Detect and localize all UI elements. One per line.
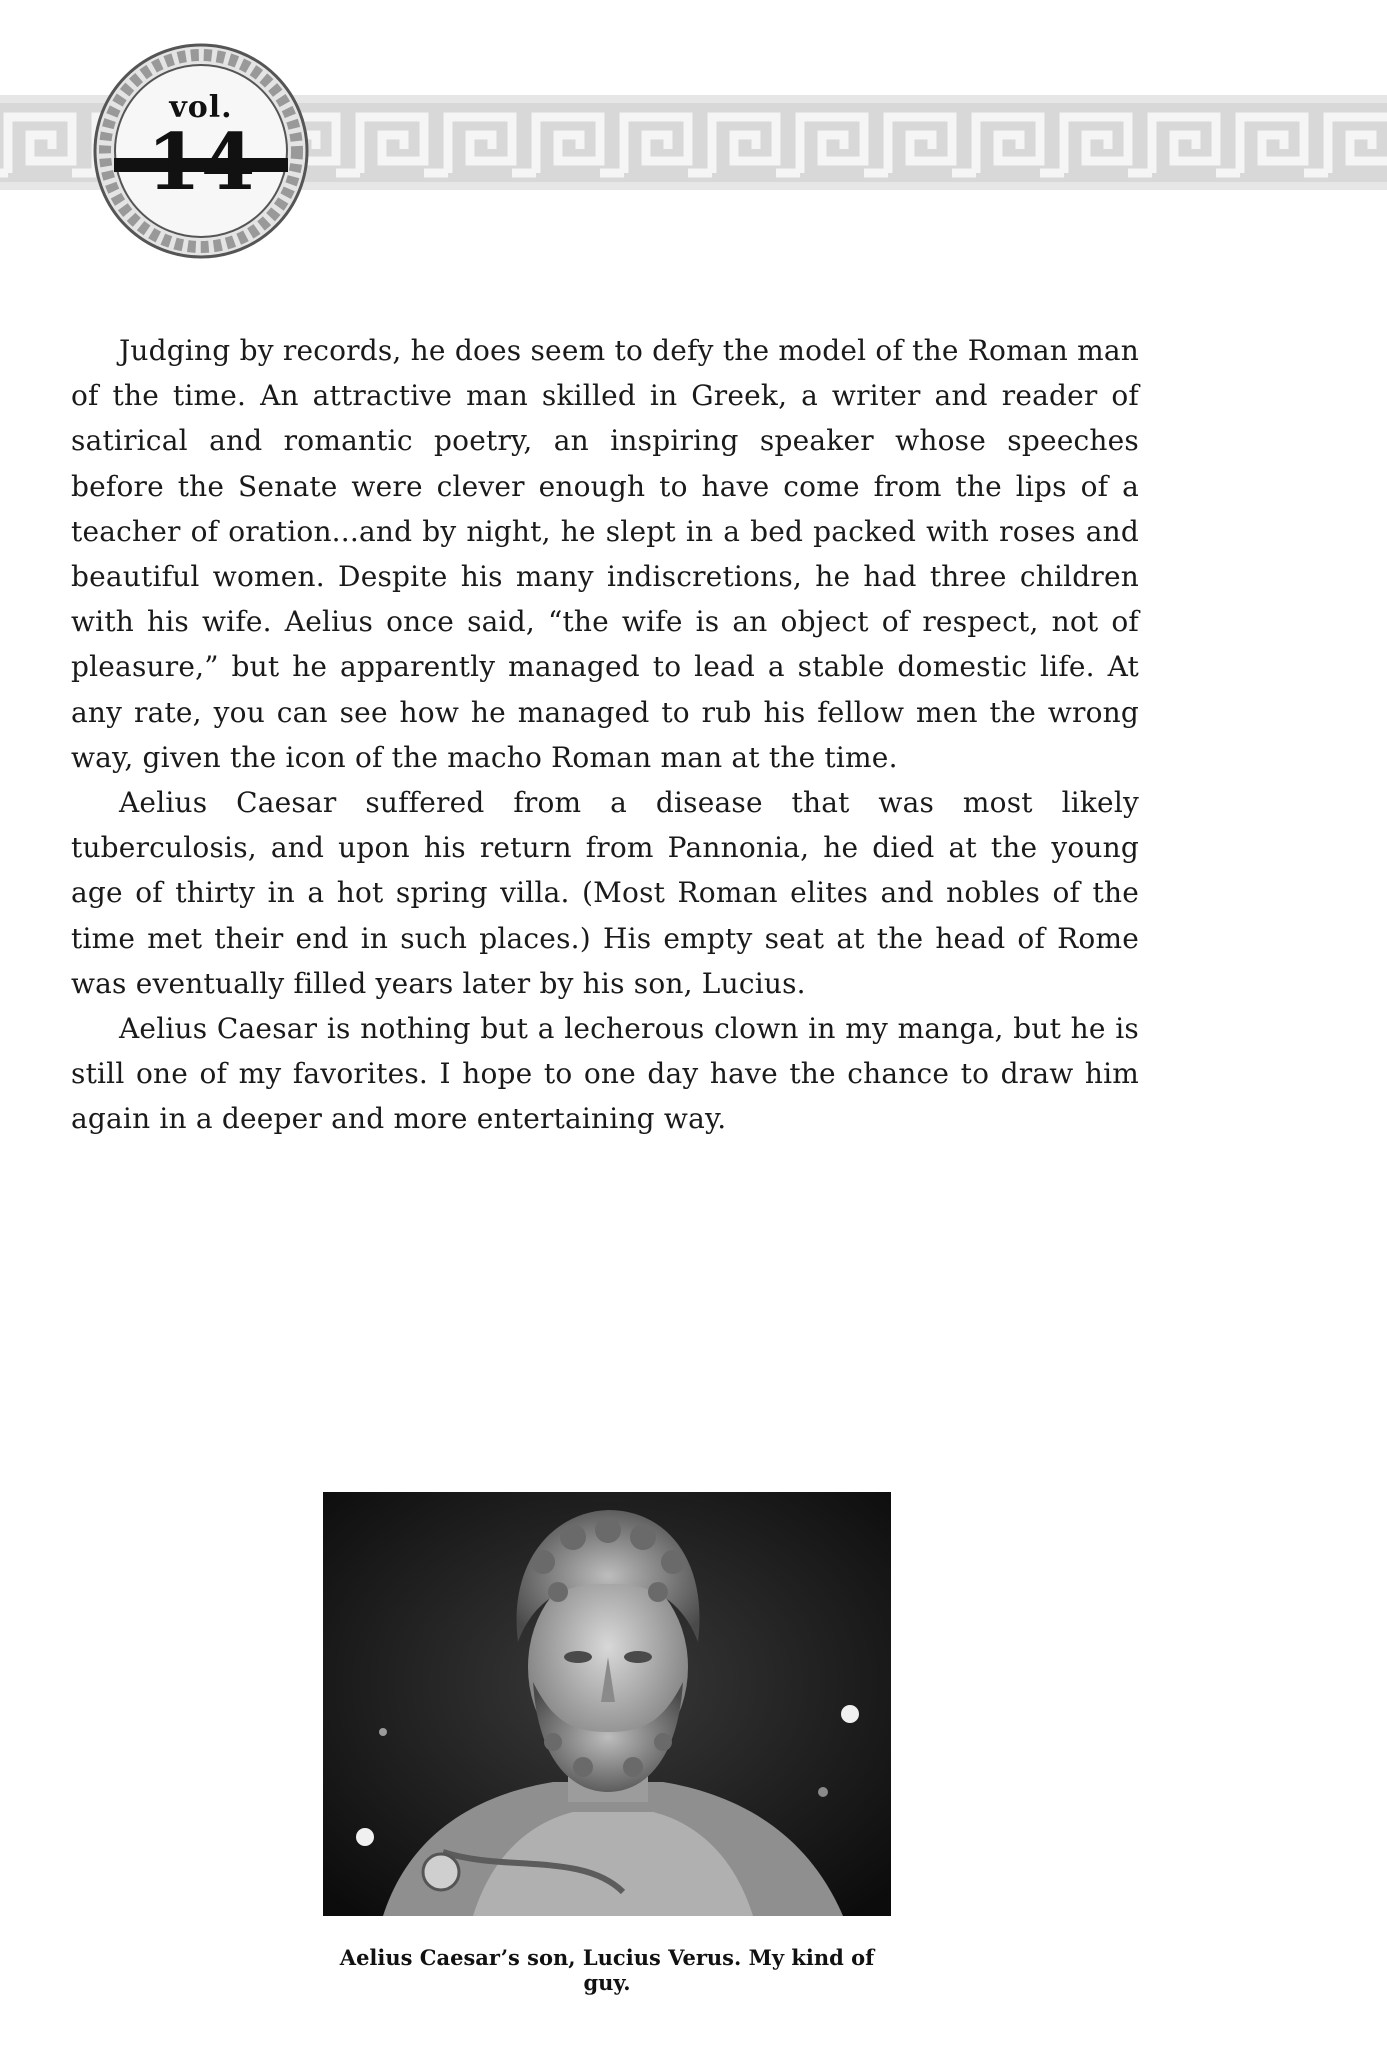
paragraph: Judging by records, he does seem to defy the model of the Roman man of the time. An attractive man skilled in Greek, a writer and reader of satirical and romantic poetry, an inspiring speaker whose speeches before the Senate were clever enough to have come from the lips of a teacher of oration...and by night, he slept in a bed packed with roses and beautiful women. Despite his many indiscretions, he had three children with his wife. Aelius once said, “the wife is an object of respect, not of pleasure,” but he apparently managed to lead a stable domestic life. At any rate, you can see how he managed to rub his fellow men the wrong way, given the icon of the macho Roman man at the time. — [71, 334, 1139, 774]
volume-label: vol. — [169, 90, 233, 125]
bust-photo-icon — [323, 1492, 891, 1916]
bust-photo — [323, 1492, 891, 1916]
article-body — [71, 328, 1139, 1142]
photo-caption: Aelius Caesar’s son, Lucius Verus. My kind of guy. — [339, 1945, 875, 1995]
volume-badge — [92, 42, 310, 260]
paragraph: Aelius Caesar suffered from a disease that was most likely tuberculosis, and upon his return from Pannonia, he died at the young age of thirty in a hot spring villa. (Most Roman elites and nobles of the time met their end in such places.) His empty seat at the head of Rome was eventually filled years later by his son, Lucius. — [71, 786, 1139, 1000]
volume-number: 14 — [146, 117, 256, 208]
paragraph: Aelius Caesar is nothing but a lecherous clown in my manga, but he is still one of my favorites. I hope to one day have the chance to draw him again in a deeper and more entertaining way. — [71, 1012, 1139, 1136]
